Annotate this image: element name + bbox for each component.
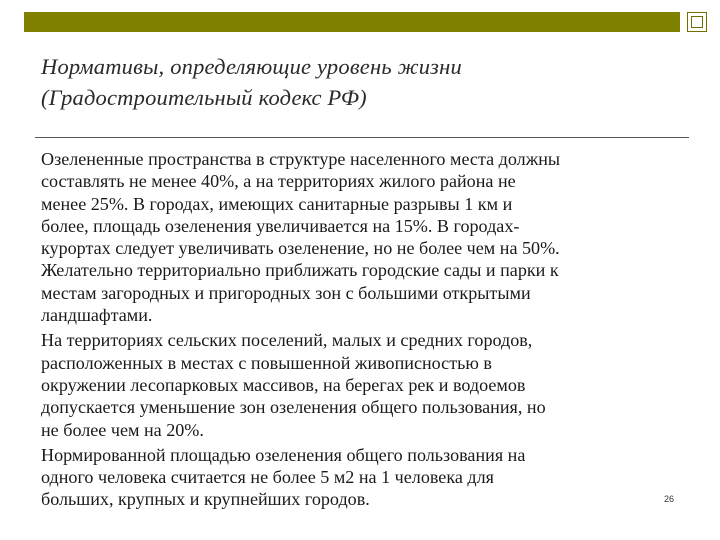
paragraph-line: Желательно территориально приближать городские сады и парки к — [41, 260, 559, 281]
slide-title-line-1: Нормативы, определяющие уровень жизни — [41, 54, 462, 79]
page-number: 26 — [664, 494, 675, 504]
title-divider — [35, 137, 689, 138]
paragraph-line: Озелененные пространства в структуре населенного места должны — [41, 149, 561, 169]
paragraph-line: курортах следует увеличивать озеленение, но не более чем на 50%. — [41, 238, 560, 259]
paragraph-line: На территориях сельских поселений, малых и средних городов, — [41, 330, 533, 351]
paragraph-line: расположенных в местах с повышенной живописностью в — [41, 352, 492, 373]
paragraph-line: местам загородных и пригородных зон с большими открытыми — [41, 282, 531, 303]
slide-title-line-2: (Градостроительный кодекс РФ) — [41, 85, 367, 110]
paragraph-line: составлять не менее 40%, а на территориях жилого района не — [41, 171, 516, 192]
paragraph-per-capita-norm — [41, 444, 689, 511]
paragraph-line: окружении лесопарковых массивов, на берегах рек и водоемов — [41, 374, 526, 395]
paragraph-line: менее 25%. В городах, имеющих санитарные разрывы 1 км и — [41, 193, 513, 214]
paragraph-line: более, площадь озеленения увеличивается на 15%. В городах- — [41, 215, 520, 236]
paragraph-line: допускается уменьшение зон озеленения общего пользования, но — [41, 397, 546, 418]
paragraph-rural-settlements — [41, 329, 689, 440]
slide-title — [41, 51, 681, 113]
paragraph-line: не более чем на 20%. — [41, 419, 204, 440]
paragraph-line: Нормированной площадью озеленения общего пользования на — [41, 444, 526, 465]
paragraph-line: одного человека считается не более 5 м2 на 1 человека для — [41, 467, 494, 488]
slide-body — [41, 148, 689, 514]
top-accent-bar — [24, 12, 680, 32]
paragraph-line: ландшафтами. — [41, 305, 153, 326]
paragraph-line: больших, крупных и крупнейших городов. — [41, 489, 370, 510]
paragraph-green-space-norms — [41, 148, 689, 326]
corner-square-inner-decoration — [691, 16, 703, 28]
